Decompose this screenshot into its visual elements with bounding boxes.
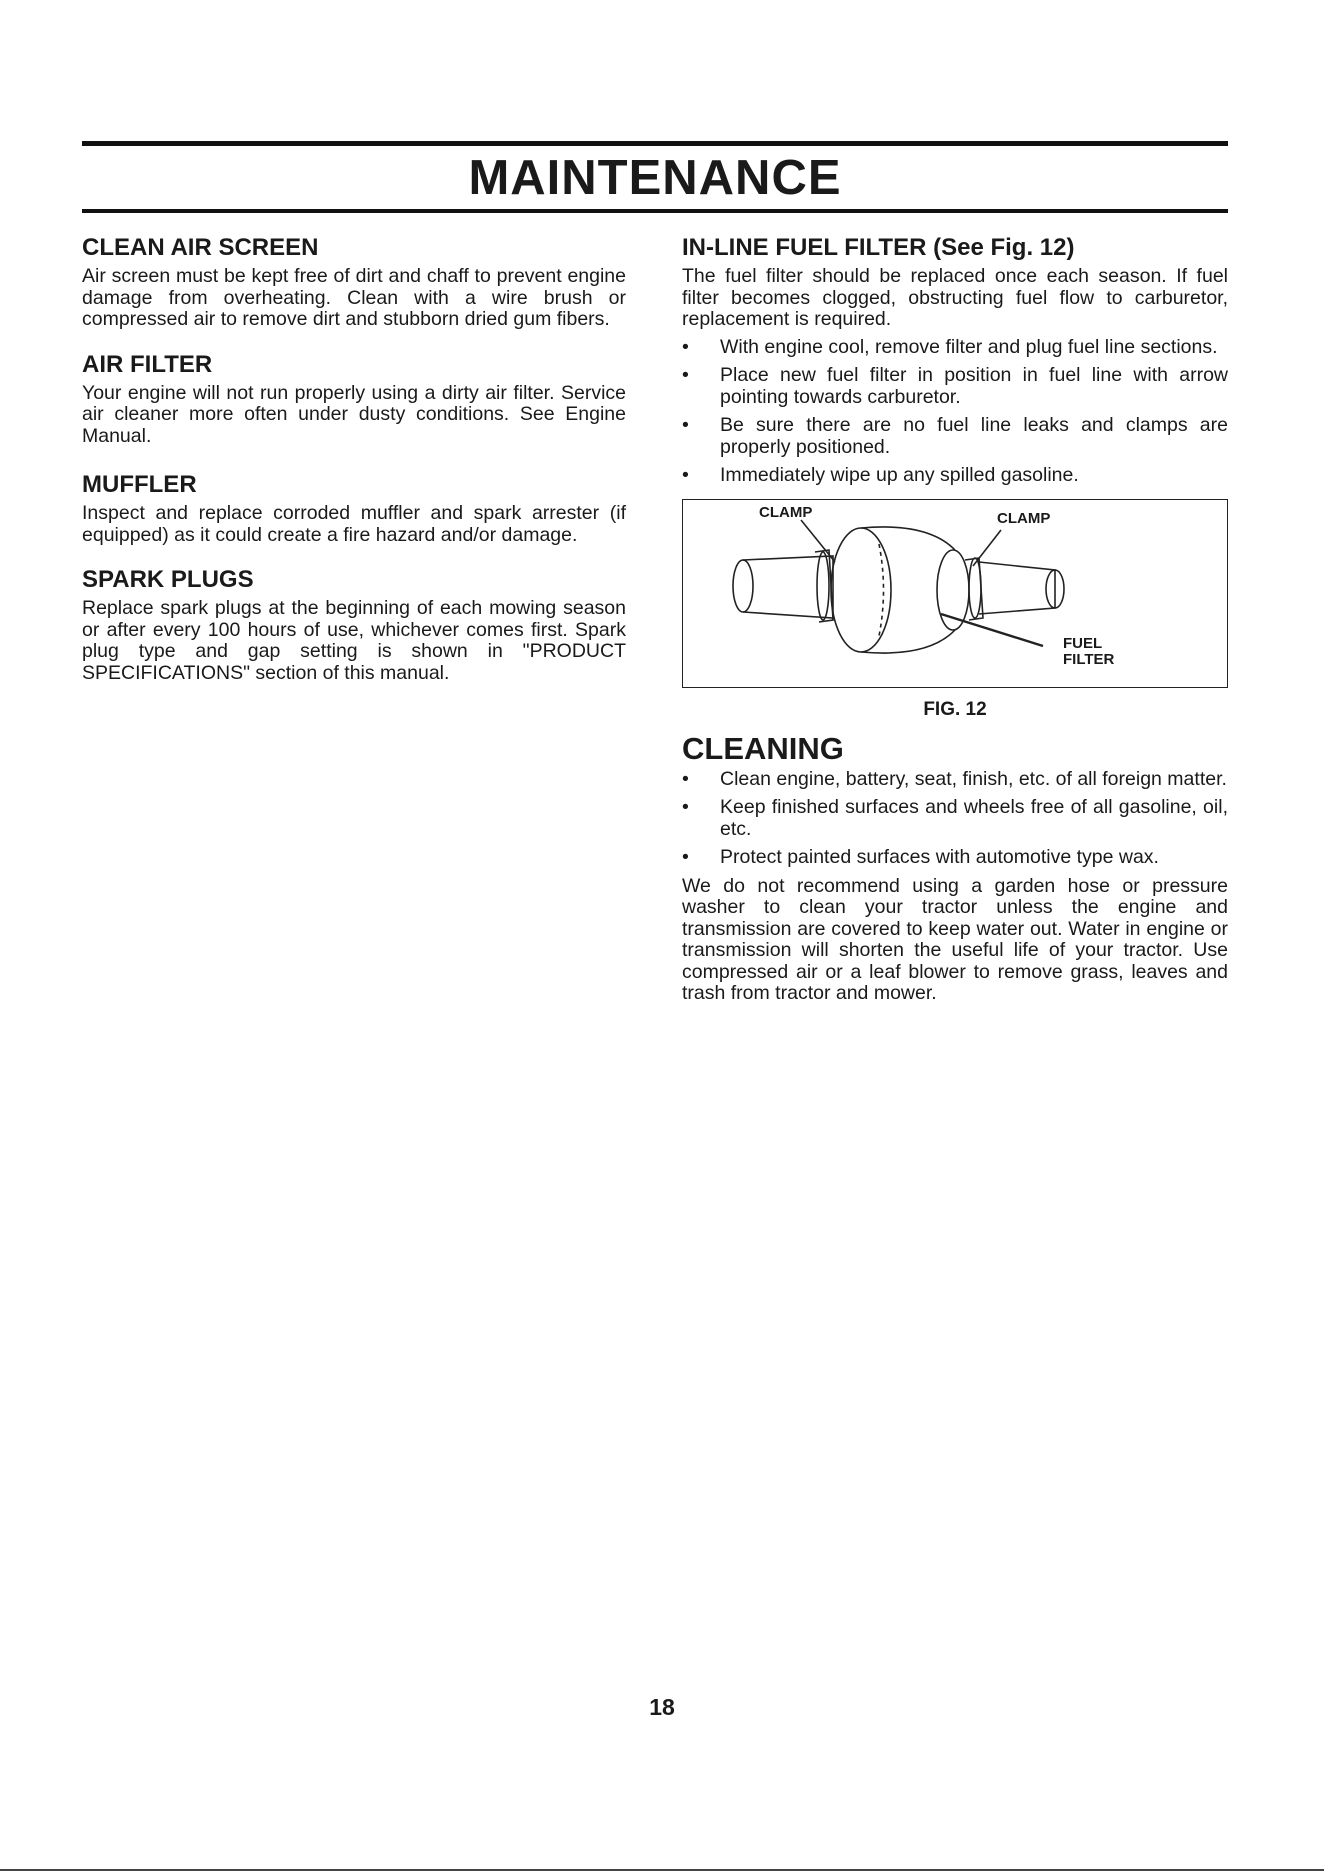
section-heading: MUFFLER (82, 471, 197, 498)
list-item: • Immediately wipe up any spilled gasoline. (682, 464, 1079, 486)
list-item: • With engine cool, remove filter and plug fuel line sections. (682, 335, 1218, 358)
muffler-section (82, 470, 626, 546)
fuel-filter-steps (682, 337, 1228, 487)
bullet-icon: • (682, 335, 689, 358)
fuel-filter-figure (682, 499, 1228, 688)
bullet-icon: • (682, 414, 689, 436)
list-item: • Protect painted surfaces with automotive type wax. (682, 846, 1159, 868)
section-body: Inspect and replace corroded muffler and spark arrester (if equipped) as it could create a fire hazard and/or damage. (82, 502, 626, 546)
left-column (82, 233, 626, 684)
clean-air-screen-section (82, 233, 626, 331)
bullet-icon: • (682, 464, 689, 486)
filter-label: FILTER (1063, 650, 1115, 668)
section-body: Replace spark plugs at the beginning of each mowing season or after every 100 hours of use, whichever comes first. Spark plug type and gap setting is shown in "PRODUCT SPECIFICATIONS" section of this manual. (82, 597, 626, 684)
cleaning-steps (682, 769, 1228, 869)
list-item: • Be sure there are no fuel line leaks and clamps are properly positioned. (682, 414, 1228, 458)
cleaning-section (682, 731, 1228, 1005)
figure-caption: FIG. 12 (923, 698, 987, 720)
air-filter-section (82, 350, 626, 448)
section-body: We do not recommend using a garden hose or pressure washer to clean your tractor unless the engine and transmission are covered to keep water out. Water in engine or transmission will shorten the useful life of your tractor. Use compressed air or a leaf blower to remove grass, leaves and trash from tractor and mower. (682, 874, 1228, 1004)
clamp-right-label: CLAMP (997, 509, 1051, 527)
fuel-label: FUEL (1063, 634, 1103, 652)
right-column (682, 233, 1228, 1005)
title-bottom-rule (82, 209, 1228, 213)
section-heading: SPARK PLUGS (82, 566, 254, 593)
page-number: 18 (649, 1694, 675, 1720)
clamp-left-label: CLAMP (759, 503, 813, 521)
bullet-icon: • (682, 767, 689, 790)
section-heading: CLEAN AIR SCREEN (82, 234, 319, 261)
section-heading: IN-LINE FUEL FILTER (See Fig. 12) (682, 234, 1075, 261)
spark-plugs-section (82, 565, 626, 684)
list-item: • Clean engine, battery, seat, finish, etc. of all foreign matter. (682, 767, 1227, 790)
list-item: • Keep finished surfaces and wheels free of all gasoline, oil, etc. (682, 796, 1228, 840)
page-title: MAINTENANCE (468, 151, 842, 205)
fuel-filter-section (682, 233, 1228, 721)
bullet-icon: • (682, 364, 689, 386)
section-body: Your engine will not run properly using a dirty air filter. Service air cleaner more often under dusty conditions. See Engine Manual. (82, 381, 626, 447)
list-item: • Place new fuel filter in position in fuel line with arrow pointing towards carburetor. (682, 364, 1228, 408)
section-heading: CLEANING (682, 730, 844, 766)
fuel-filter-illustration (683, 500, 1227, 687)
bullet-icon: • (682, 796, 689, 818)
section-heading: AIR FILTER (82, 350, 213, 378)
title-top-rule (82, 141, 1228, 146)
section-body: The fuel filter should be replaced once each season. If fuel filter becomes clogged, obstructing fuel flow to carburetor, replacement is required. (682, 265, 1228, 330)
bullet-icon: • (682, 846, 689, 868)
page-bottom-edge (0, 1869, 1324, 1871)
section-body: Air screen must be kept free of dirt and chaff to prevent engine damage from overheating. Clean with a wire brush or compressed air to remove dirt and stubborn dried gum fibers. (82, 265, 626, 330)
